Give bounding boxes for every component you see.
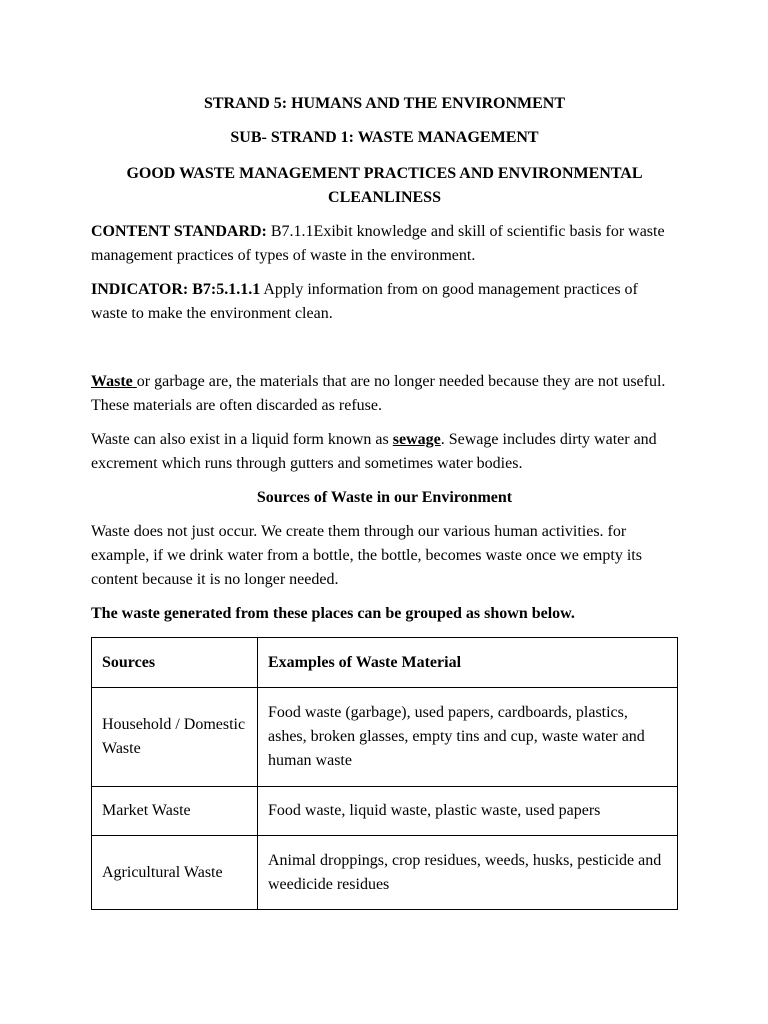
- sewage-term: sewage: [392, 431, 441, 448]
- table-row: [92, 836, 678, 910]
- table-intro: The waste generated from these places can be grouped as shown below.: [91, 605, 575, 622]
- sewage-text-before: Waste can also exist in a liquid form known as: [91, 431, 393, 448]
- waste-definition-paragraph: [91, 370, 678, 418]
- spacer: [91, 326, 678, 360]
- content-standard-paragraph: [91, 220, 678, 268]
- table-header-row: [92, 638, 678, 688]
- waste-term: Waste: [91, 373, 137, 390]
- table-row: [92, 688, 678, 787]
- sub-strand-heading: SUB- STRAND 1: WASTE MANAGEMENT: [230, 129, 539, 146]
- table-cell-source: Household / Domestic Waste: [92, 688, 258, 787]
- waste-definition-text: or garbage are, the materials that are no longer needed because they are not useful. These materials are often discarded as refuse.: [91, 373, 666, 414]
- sewage-text-after: . Sewage includes dirty water and excrement which runs through gutters and sometimes water bodies.: [91, 431, 657, 472]
- indicator-paragraph: [91, 278, 678, 326]
- indicator-text: Apply information from on good management practices of waste to make the environment clean.: [91, 281, 638, 322]
- table-header-cell: Sources: [92, 638, 258, 688]
- table-cell-examples: Food waste (garbage), used papers, cardboards, plastics, ashes, broken glasses, empty tins and cup, waste water and human waste: [258, 688, 678, 787]
- indicator-label: INDICATOR: B7:5.1.1.1: [91, 281, 261, 298]
- table-cell-source: Market Waste: [92, 787, 258, 836]
- waste-sources-table: [91, 637, 678, 910]
- content-standard-label: CONTENT STANDARD:: [91, 223, 267, 240]
- table-cell-source: Agricultural Waste: [92, 836, 258, 910]
- table-row: [92, 787, 678, 836]
- sources-paragraph: Waste does not just occur. We create them through our various human activities. for example, if we drink water from a bottle, the bottle, becomes waste once we empty its content because it is no longer needed.: [91, 523, 642, 588]
- sources-heading: Sources of Waste in our Environment: [256, 489, 513, 506]
- table-cell-examples: Animal droppings, crop residues, weeds, husks, pesticide and weedicide residues: [258, 836, 678, 910]
- content-standard-text: B7.1.1Exibit knowledge and skill of scientific basis for waste management practices of types of waste in the environment.: [91, 223, 665, 264]
- sewage-paragraph: [91, 428, 678, 476]
- strand-heading: STRAND 5: HUMANS AND THE ENVIRONMENT: [203, 95, 566, 112]
- table-header-cell: Examples of Waste Material: [258, 638, 678, 688]
- topic-heading: GOOD WASTE MANAGEMENT PRACTICES AND ENVIRONMENTAL CLEANLINESS: [126, 165, 643, 206]
- table-cell-examples: Food waste, liquid waste, plastic waste, used papers: [258, 787, 678, 836]
